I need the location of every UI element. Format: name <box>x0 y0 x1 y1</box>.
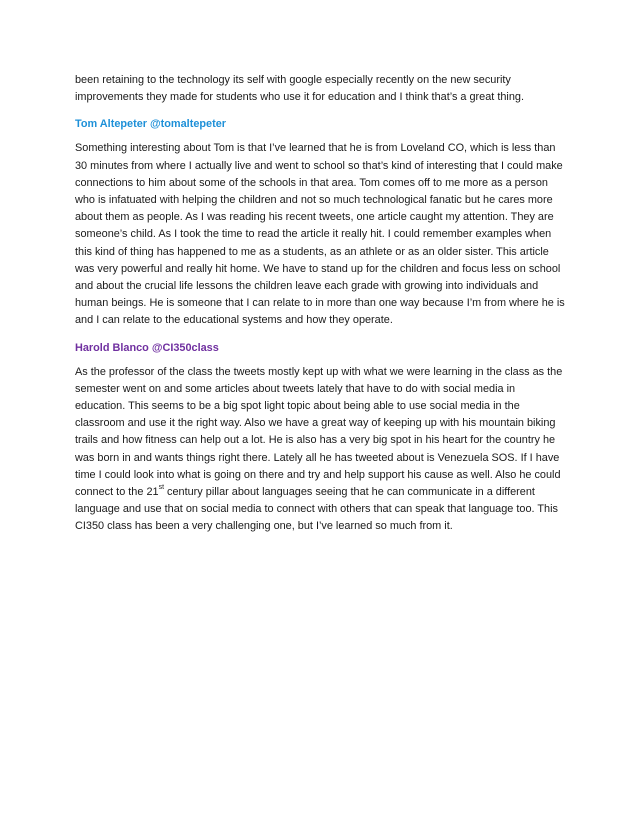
section-heading-harold-blanco: Harold Blanco @CI350class <box>75 341 219 354</box>
section-body-tom-altepeter: Something interesting about Tom is that I’ve learned that he is from Loveland CO, which is less than 30 minutes from where I actually live and went to school so that’s kind of interesting that I could make connections to him about some of the schools in that area. Tom comes off to me more as a person who is infatuated with helping the children and not so much technological fanatic but he cares more about them as people. As I was reading his recent tweets, one article caught my attention. They are someone’s child. As I took the time to read the article it really hit. I could remember examples when this kind of thing has happened to me as a students, as an athlete or as an older sister. This article was very powerful and really hit home. We have to stand up for the children and focus less on school and about the crucial life lessons the children leave each grade with growing into individuals and human beings. He is someone that I can relate to in more than one way because I’m from where he is and I can relate to the educational systems and how they operate. <box>75 142 565 327</box>
document-page <box>75 72 565 546</box>
ordinal-superscript: st <box>158 484 165 492</box>
body-text-after-superscript: century pillar about languages seeing that he can communicate in a different language and use that on social media to connect with others that can speak that language too. This CI350 class has been a very challenging one, but I’ve learned so much from it. <box>75 486 558 533</box>
section-body-harold-blanco <box>75 364 565 536</box>
body-text-before-superscript: As the professor of the class the tweets mostly kept up with what we were learning in the class as the semester went on and some articles about tweets lately that have to do with social media in education. This seems to be a big spot light topic about being able to use social media in the classroom and use it the right way. Also we have a great way of keeping up with his mountain biking trails and how fitness can help out a lot. He is also has a very big spot in his heart for the country he was born in and wants things right there. Lately all he has tweeted about is Venezuela SOS. If I have time I could look into what is going on there and try and help support his cause as well. Also he could connect to the 21 <box>75 365 563 499</box>
intro-paragraph: been retaining to the technology its self with google especially recently on the new security improvements they made for students who use it for education and I think that’s a great thing. <box>75 74 524 104</box>
section-heading-tom-altepeter: Tom Altepeter @tomaltepeter <box>75 118 227 131</box>
